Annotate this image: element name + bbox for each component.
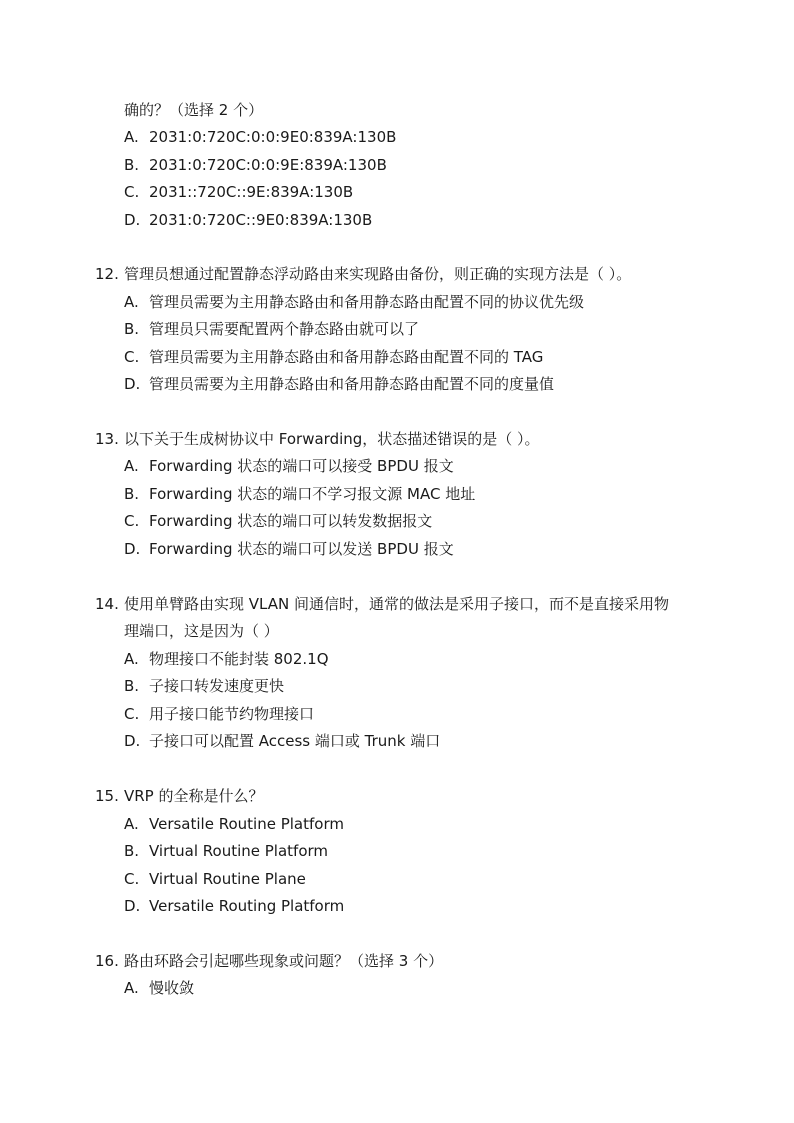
question-number: 15. xyxy=(95,787,119,805)
question-number: 12. xyxy=(95,265,119,283)
option-key: B. xyxy=(124,156,140,174)
option-text: 2031::720C::9E:839A:130B xyxy=(149,183,354,201)
option-text: 子接口转发速度更快 xyxy=(149,677,285,695)
option-key: B. xyxy=(124,842,140,860)
option-text: 2031:0:720C::9E0:839A:130B xyxy=(149,211,373,229)
option-key: C. xyxy=(124,512,140,530)
option-key: B. xyxy=(124,485,140,503)
question-number: 16. xyxy=(95,952,119,970)
question-text: 管理员想通过配置静态浮动路由来实现路由备份，则正确的实现方法是（ ）。 xyxy=(124,265,632,283)
option-key: A. xyxy=(124,457,139,475)
option-key: D. xyxy=(124,897,141,915)
option-key: A. xyxy=(124,815,139,833)
question-text: VRP 的全称是什么？ xyxy=(124,787,264,805)
option-text: 子接口可以配置 Access 端口或 Trunk 端口 xyxy=(149,732,441,750)
option-key: D. xyxy=(124,732,141,750)
option-text: 物理接口不能封装 802.1Q xyxy=(149,650,329,668)
option-text: Forwarding 状态的端口可以发送 BPDU 报文 xyxy=(149,540,454,558)
option-key: C. xyxy=(124,183,140,201)
question-number: 13. xyxy=(95,430,119,448)
option-text: Virtual Routine Platform xyxy=(149,842,329,860)
question-text-continued: 理端口，这是因为（ ） xyxy=(124,622,279,640)
option-text: Virtual Routine Plane xyxy=(149,870,306,888)
option-key: A. xyxy=(124,979,139,997)
option-text: 2031:0:720C:0:0:9E0:839A:130B xyxy=(149,128,397,146)
option-text: 2031:0:720C:0:0:9E:839A:130B xyxy=(149,156,387,174)
option-text: 管理员需要为主用静态路由和备用静态路由配置不同的协议优先级 xyxy=(149,293,585,311)
option-text: Versatile Routing Platform xyxy=(149,897,345,915)
option-text: Forwarding 状态的端口可以接受 BPDU 报文 xyxy=(149,457,454,475)
option-key: D. xyxy=(124,540,141,558)
option-text: 用子接口能节约物理接口 xyxy=(149,705,315,723)
option-key: D. xyxy=(124,211,141,229)
option-key: A. xyxy=(124,128,139,146)
option-text: 管理员只需要配置两个静态路由就可以了 xyxy=(149,320,420,338)
option-text: 管理员需要为主用静态路由和备用静态路由配置不同的 TAG xyxy=(149,348,544,366)
option-key: D. xyxy=(124,375,141,393)
question-text: 以下关于生成树协议中 Forwarding，状态描述错误的是（ ）。 xyxy=(124,430,540,448)
option-key: C. xyxy=(124,705,140,723)
option-text: Versatile Routine Platform xyxy=(149,815,344,833)
option-key: B. xyxy=(124,677,140,695)
option-key: C. xyxy=(124,348,140,366)
option-text: Forwarding 状态的端口可以转发数据报文 xyxy=(149,512,433,530)
option-key: A. xyxy=(124,650,139,668)
option-key: A. xyxy=(124,293,139,311)
option-key: B. xyxy=(124,320,140,338)
question-text: 路由环路会引起哪些现象或问题？（选择 3 个） xyxy=(124,952,444,970)
option-text: 慢收敛 xyxy=(149,979,195,997)
option-key: C. xyxy=(124,870,140,888)
question-number: 14. xyxy=(95,595,119,613)
question-text: 确的？（选择 2 个） xyxy=(124,101,264,119)
option-text: 管理员需要为主用静态路由和备用静态路由配置不同的度量值 xyxy=(149,375,555,393)
option-text: Forwarding 状态的端口不学习报文源 MAC 地址 xyxy=(149,485,476,503)
question-text: 使用单臂路由实现 VLAN 间通信时，通常的做法是采用子接口，而不是直接采用物 xyxy=(124,595,669,613)
